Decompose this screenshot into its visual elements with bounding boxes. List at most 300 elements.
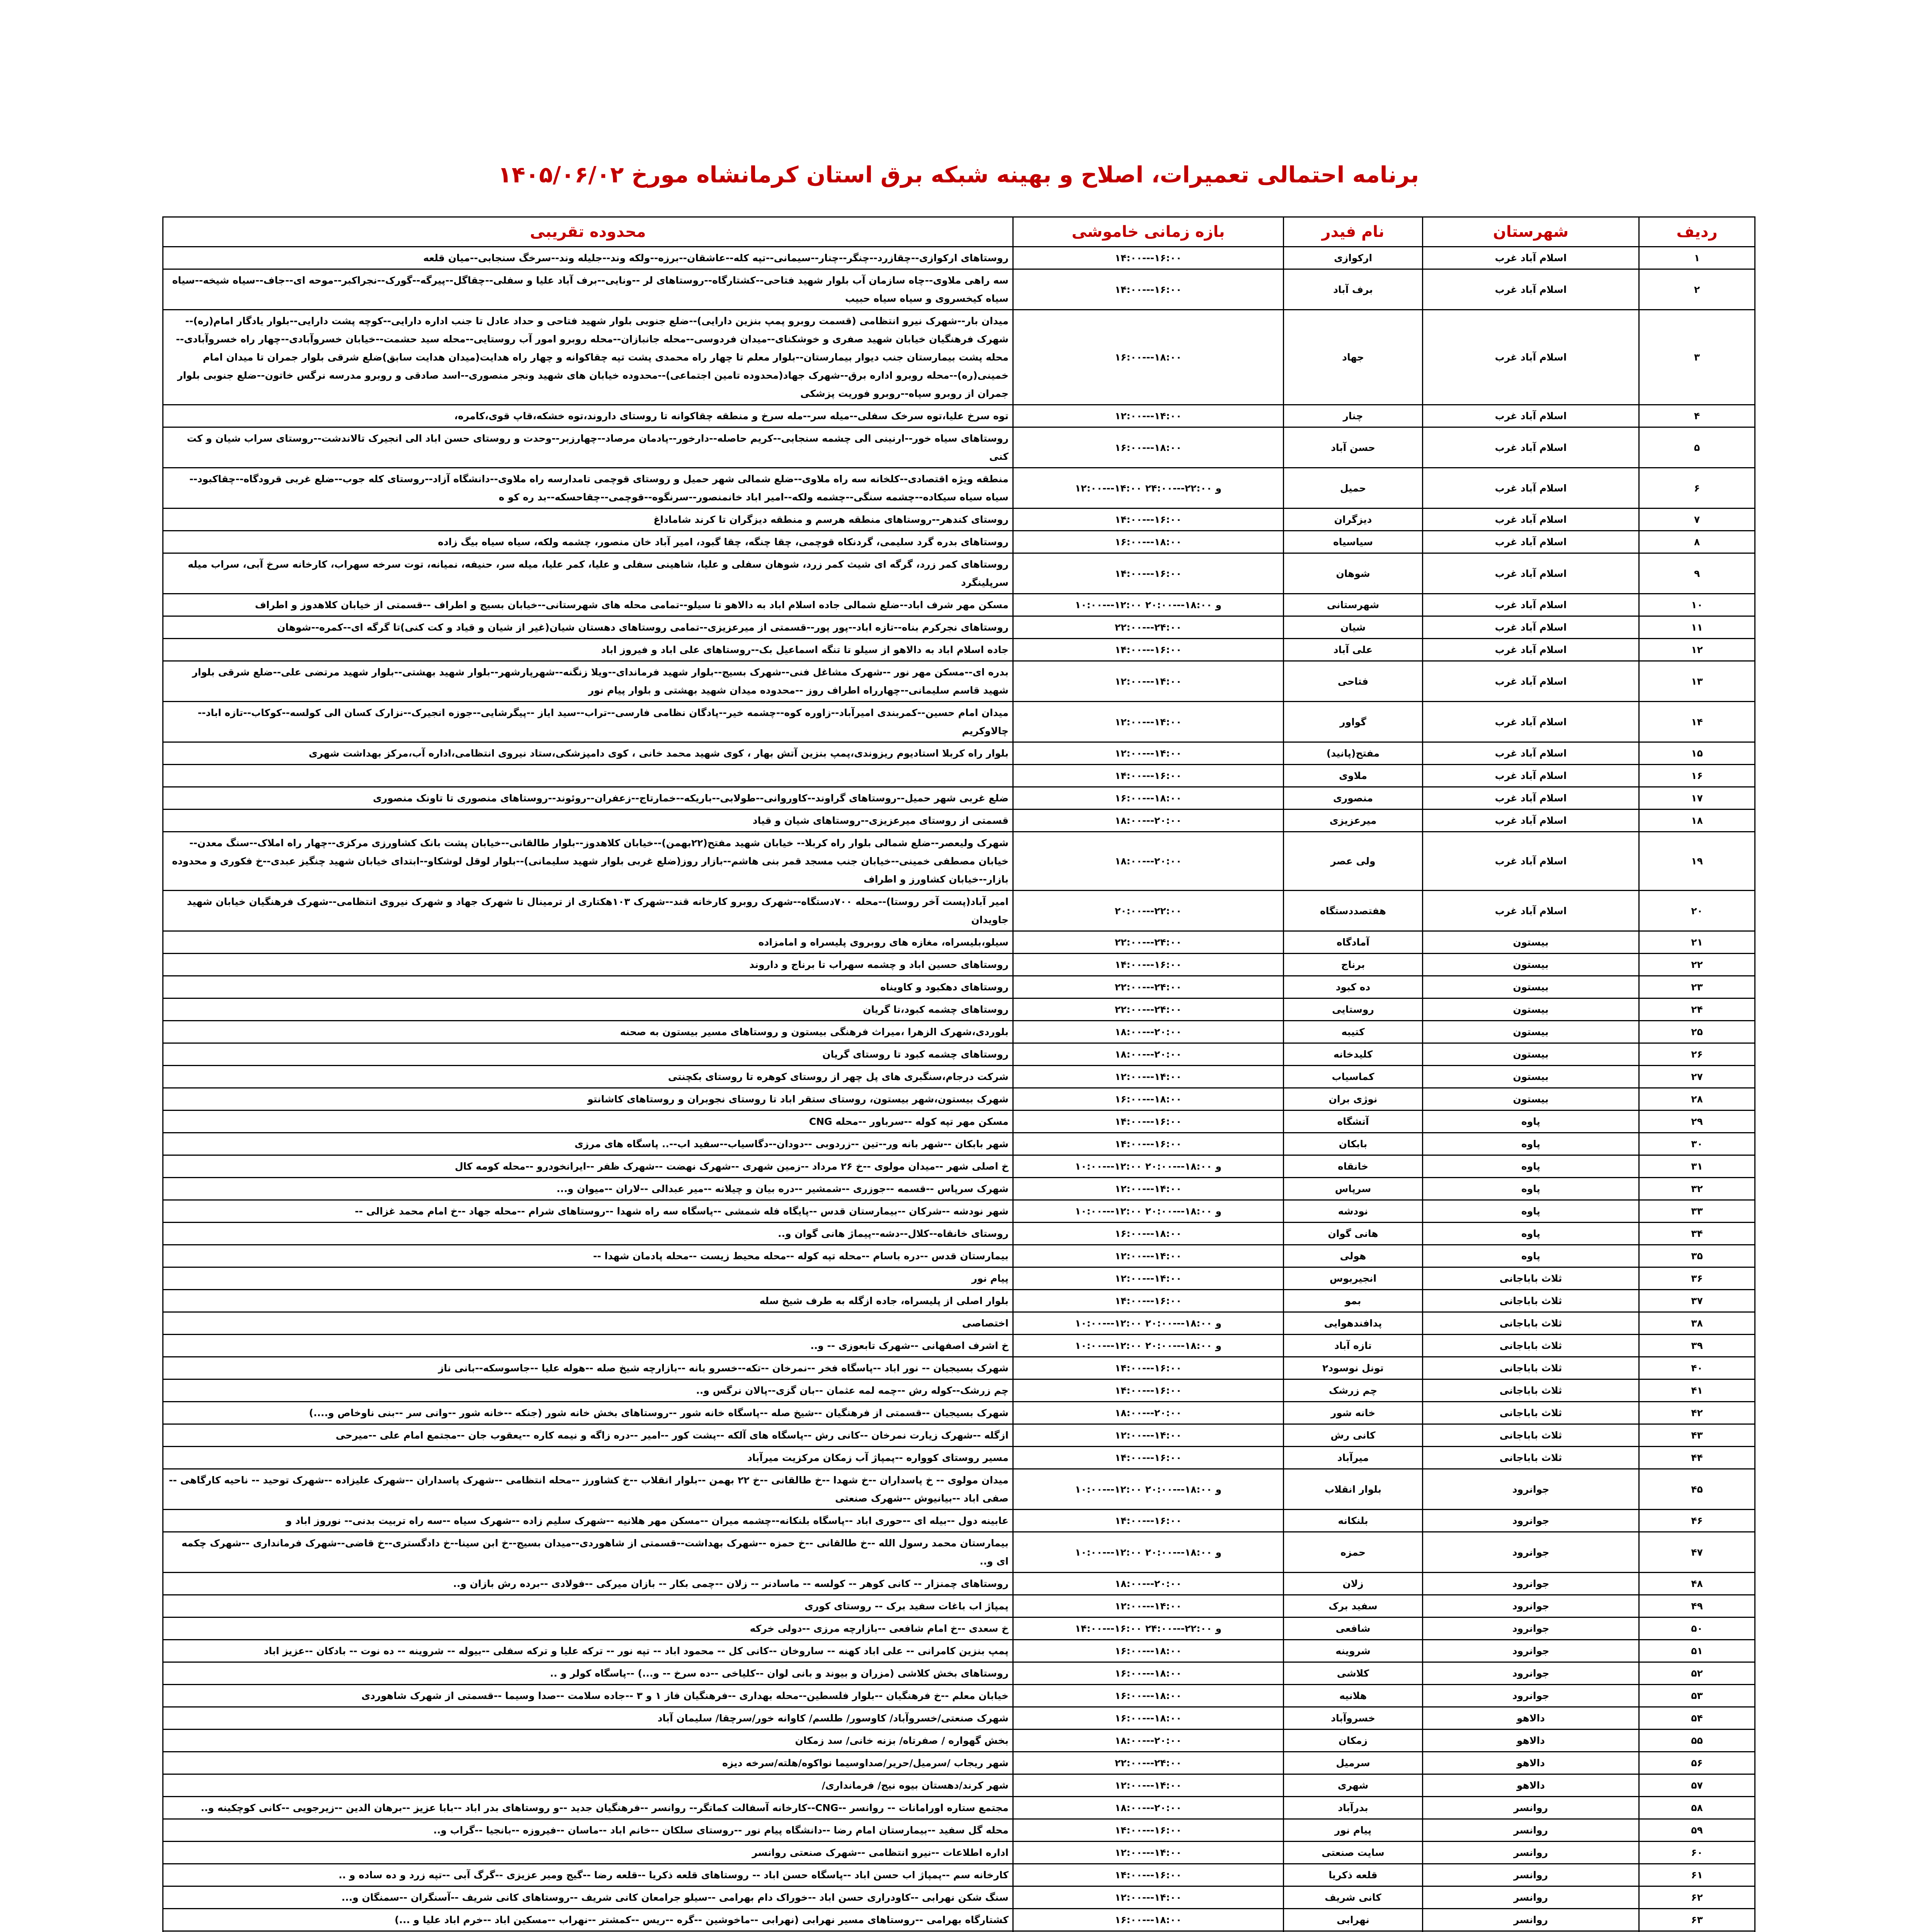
feeder-cell: شافعی [1284,1617,1423,1640]
feeder-cell: فتاحی [1284,661,1423,702]
area-cell: ازگله --شهرک زیارت نمرخان --کانی رش --پاسگاه های آلکه --پشت کور --امیر --دره زاگه و نیمه کاره --یعقوب جان --مجتمع امام علی --میرحی [163,1424,1013,1447]
city-cell: اسلام آباد غرب [1423,310,1639,405]
time-cell: ۱۴:۰۰---۱۶:۰۰ [1013,269,1284,310]
area-cell: توه سرخ علیا،توه سرخک سفلی--میله سر--مله سرخ و منطقه چقاکوانه تا روستای داروند،توه خشکه،قاپ قوی،کامره، [163,405,1013,427]
feeder-cell: زمکان [1284,1730,1423,1752]
time-cell: ۱۰:۰۰---۱۲:۰۰ و ۱۸:۰۰---۲۰:۰۰ [1013,1155,1284,1178]
feeder-cell: ده کبود [1284,976,1423,998]
time-cell: ۱۴:۰۰---۱۶:۰۰ [1013,1510,1284,1532]
time-cell: ۱۴:۰۰---۱۶:۰۰ [1013,1864,1284,1886]
area-cell: سنگ شکن نهرابی --کاودراری حسن اباد --خوراک دام بهرامی --سیلو جرامعان کانی شریف --روستاهای کانی شریف --آسنگران --سمنگان و... [163,1886,1013,1909]
time-cell: ۱۶:۰۰---۱۸:۰۰ [1013,1707,1284,1730]
city-cell: جوانرود [1423,1510,1639,1532]
city-cell: جوانرود [1423,1469,1639,1510]
feeder-cell: چم زرشک [1284,1379,1423,1402]
feeder-cell: خانقاه [1284,1155,1423,1178]
area-cell: شهر کرند/دهستان بیوه نیج/ فرمانداری/ [163,1774,1013,1797]
time-cell: ۱۶:۰۰---۱۸:۰۰ [1013,1088,1284,1111]
area-cell: روستاهای دهکبود و کاویناه [163,976,1013,998]
row-number: ۶۲ [1639,1886,1755,1909]
feeder-cell: سیاسیاه [1284,531,1423,553]
table-row [163,891,1755,931]
table-row [163,509,1755,531]
area-cell: روستای کندهر--روستاهای منطقه هرسم و منطقه دیزگران تا کرند شاماداغ [163,509,1013,531]
feeder-cell: میرآباد [1284,1447,1423,1469]
time-cell: ۱۲:۰۰---۱۴:۰۰ [1013,1424,1284,1447]
table-row [163,1573,1755,1595]
feeder-cell: سایت صنعتی [1284,1842,1423,1864]
city-cell: پاوه [1423,1245,1639,1267]
table-row [163,247,1755,269]
city-cell: جوانرود [1423,1532,1639,1573]
city-cell: بیستون [1423,931,1639,954]
feeder-cell: نودشه [1284,1200,1423,1223]
area-cell: روستاهای چشمه کبود،تا گریان [163,998,1013,1021]
row-number: ۳۱ [1639,1155,1755,1178]
time-cell: ۱۲:۰۰---۱۴:۰۰ [1013,1245,1284,1267]
table-row [163,553,1755,594]
city-cell: پاوه [1423,1133,1639,1155]
area-cell: شهرک بسیجیان -- نور اباد --پاسگاه فخر --نمرخان --تکه--خسرو بانه --بازارچه شیخ صله --هوله علیا --جاسوسکه--بانی ناز [163,1357,1013,1379]
area-cell: جاده اسلام اباد به دالاهو از سیلو تا تنگه اسماعیل بک--روستاهای علی اباد و فیروز اباد [163,639,1013,661]
table-header [163,217,1755,247]
table-row [163,427,1755,468]
table-row [163,1088,1755,1111]
table-row [163,1245,1755,1267]
area-cell: روستاهای حسین اباد و چشمه سهراب تا برناج و داروند [163,954,1013,976]
city-cell: روانسر [1423,1886,1639,1909]
area-cell: بیمارستان قدس --دره باسام --محله تپه کوله --محله محیط زیست --محله پادمان شهدا -- [163,1245,1013,1267]
time-cell: ۲۲:۰۰---۲۴:۰۰ [1013,1752,1284,1774]
feeder-cell: آتشگاه [1284,1111,1423,1133]
area-cell: قسمتی از روستای میرعزیزی--روستاهای شیان و قیاد [163,810,1013,832]
row-number: ۱ [1639,247,1755,269]
header-time: بازه زمانی خاموشی [1013,217,1284,247]
time-cell: ۱۰:۰۰---۱۲:۰۰ و ۱۸:۰۰---۲۰:۰۰ [1013,1312,1284,1335]
table-row [163,1842,1755,1864]
header-row [163,217,1755,247]
feeder-cell: دیزگران [1284,509,1423,531]
feeder-cell: ارکوازی [1284,247,1423,269]
row-number: ۵۱ [1639,1640,1755,1662]
row-number: ۴۱ [1639,1379,1755,1402]
city-cell: اسلام آباد غرب [1423,531,1639,553]
city-cell: ثلاث باباجانی [1423,1312,1639,1335]
row-number: ۲۶ [1639,1043,1755,1066]
table-row [163,1595,1755,1617]
feeder-cell: انجیربوس [1284,1267,1423,1290]
city-cell: روانسر [1423,1819,1639,1842]
area-cell: شهرک سرپاس --قسمه --جوزری --شمشیر --دره بیان و چیلانه --میر عبدالی --لاران --میوان و... [163,1178,1013,1200]
feeder-cell: شروینه [1284,1640,1423,1662]
feeder-cell: کانی رش [1284,1424,1423,1447]
table-row [163,1043,1755,1066]
row-number: ۵۹ [1639,1819,1755,1842]
area-cell: خ سعدی --خ امام شافعی --بازارچه مرزی --دولی خرکه [163,1617,1013,1640]
area-cell: روستاهای نجرکرم بناه--تازه اباد--پور پور--قسمتی از میرعزیزی--تمامی روستاهای دهستان شیان(غیر از شیان و قیاد و کت کنی)تا گرگه ای--کمره--شوهان [163,616,1013,639]
row-number: ۳ [1639,310,1755,405]
table-row [163,1424,1755,1447]
table-row [163,1402,1755,1424]
area-cell: محله گل سفید --بیمارستان امام رضا --دانشگاه پیام نور --روستای سلکان --خانم اباد --ماسان --فیروزه --بانجیا --گراب و.. [163,1819,1013,1842]
table-row [163,1267,1755,1290]
area-cell: اختصاصی [163,1312,1013,1335]
city-cell: ثلاث باباجانی [1423,1290,1639,1312]
table-row [163,998,1755,1021]
feeder-cell: مفتح(پانید) [1284,742,1423,765]
feeder-cell: شهری [1284,1774,1423,1797]
feeder-cell: ملاوی [1284,765,1423,787]
area-cell: پمپاژ اب باغات سفید برک -- روستای کوری [163,1595,1013,1617]
area-cell: روستاهای ارکوازی--چقازرد--چنگر--چنار--سیمانی--تپه کله--عاشقان--برزه--ولکه وند--جلیله وند--سرخگ سنجابی--میان قلعه [163,247,1013,269]
table-row [163,1685,1755,1707]
time-cell: ۱۸:۰۰---۲۰:۰۰ [1013,832,1284,891]
table-row [163,1640,1755,1662]
time-cell: ۲۲:۰۰---۲۴:۰۰ [1013,976,1284,998]
city-cell: جوانرود [1423,1640,1639,1662]
time-cell: ۲۲:۰۰---۲۴:۰۰ [1013,931,1284,954]
time-cell: ۱۲:۰۰---۱۴:۰۰ [1013,1842,1284,1864]
city-cell: اسلام آباد غرب [1423,509,1639,531]
area-cell: مسکن مهر تپه کوله --سرباور --محله CNG [163,1111,1013,1133]
row-number: ۱۶ [1639,765,1755,787]
row-number: ۴۳ [1639,1424,1755,1447]
row-number: ۱۵ [1639,742,1755,765]
area-cell: کارخانه سم --پمپاژ اب حسن اباد --پاسگاه حسن اباد -- روستاهای قلعه ذکریا --قلعه رضا --گیج ومیر عزیزی --گرگ آبی --تپه زرد و ده ساده و .. [163,1864,1013,1886]
row-number: ۱۰ [1639,594,1755,616]
row-number: ۵۵ [1639,1730,1755,1752]
table-body [163,247,1755,1932]
feeder-cell: برناج [1284,954,1423,976]
feeder-cell: آمادگاه [1284,931,1423,954]
area-cell: بخش گهواره / صفرتاه/ بزنه خانی/ سد زمکان [163,1730,1013,1752]
table-row [163,310,1755,405]
area-cell: اداره اطلاعات --نیرو انتظامی --شهرک صنعتی روانسر [163,1842,1013,1864]
table-row [163,1510,1755,1532]
city-cell: جوانرود [1423,1573,1639,1595]
area-cell: شهرک بیستون،شهر بیستون، روستای ستقر اباد تا روستای نجوبران و روستاهای کاشانتو [163,1088,1013,1111]
time-cell: ۱۲:۰۰---۱۴:۰۰ [1013,702,1284,742]
row-number: ۲۷ [1639,1066,1755,1088]
city-cell: پاوه [1423,1178,1639,1200]
area-cell: چم زرشک--کوله رش --چمه لمه عثمان --بان گزی--پالان نرگس و.. [163,1379,1013,1402]
city-cell: پاوه [1423,1155,1639,1178]
city-cell: روانسر [1423,1864,1639,1886]
table-row [163,976,1755,998]
area-cell: سه راهی ملاوی--چاه سازمان آب بلوار شهید فتاحی--کشتارگاه--روستاهای لر --ونایی--برف آباد علیا و سفلی--چقاگل--پیرگه--گورک--نجراکبر--موحه ای--جاف--سیاه شیخه--سیاه سیاه کیخسروی و سیاه سیاه حبیب [163,269,1013,310]
area-cell: بدره ای--مسکن مهر نور --شهرک مشاغل فنی--شهرک بسیج--بلوار شهید فرماندای--ویلا زنگنه--شهرپارشهر--بلوار شهید بهشتی--بلوار شهید مرتضی علی--ضلع شرقی بلوار شهید قاسم سلیمانی--چهارراه اطراف روز --محدوده میدان شهید بهشتی و بلوار پیام نور [163,661,1013,702]
area-cell: بیمارستان محمد رسول الله --خ طالقانی --خ حمزه --شهرک بهداشت--قسمتی از شاهوردی--میدان بسیج--خ ابن سینا--خ دادگستری--خ قاضی--شهرک فرمانداری --شهرک چکمه ای و.. [163,1532,1013,1573]
time-cell: ۱۶:۰۰---۱۸:۰۰ [1013,1685,1284,1707]
table-row [163,531,1755,553]
row-number: ۵ [1639,427,1755,468]
area-cell: میدان امام حسین--کمربندی امیرآباد--زاوره کوه--چشمه خیر--پادگان نظامی فارسی--تراب--سید ایاز --پیگرشایی--جوزه انجیرک--نزارک کسان الی کولسه--کوکاب--تازه اباد--چالاوکریم [163,702,1013,742]
city-cell: ثلاث باباجانی [1423,1402,1639,1424]
row-number: ۳۲ [1639,1178,1755,1200]
row-number: ۱۲ [1639,639,1755,661]
table-row [163,1730,1755,1752]
time-cell: ۱۲:۰۰---۱۴:۰۰ [1013,1066,1284,1088]
time-cell: ۱۴:۰۰---۱۶:۰۰ [1013,247,1284,269]
row-number: ۸ [1639,531,1755,553]
feeder-cell: تازه آباد [1284,1335,1423,1357]
time-cell: ۱۲:۰۰---۱۴:۰۰ [1013,1774,1284,1797]
feeder-cell: هفتصددستگاه [1284,891,1423,931]
table-row [163,1797,1755,1819]
time-cell: ۱۶:۰۰---۱۸:۰۰ [1013,1662,1284,1685]
row-number: ۳۵ [1639,1245,1755,1267]
city-cell: بیستون [1423,954,1639,976]
city-cell: جوانرود [1423,1685,1639,1707]
table-row [163,1111,1755,1133]
time-cell: ۱۴:۰۰---۱۶:۰۰ [1013,1379,1284,1402]
table-row [163,616,1755,639]
feeder-cell: کلیدخانه [1284,1043,1423,1066]
table-row [163,269,1755,310]
row-number: ۳۴ [1639,1223,1755,1245]
row-number: ۱۳ [1639,661,1755,702]
time-cell: ۱۰:۰۰---۱۲:۰۰ و ۱۸:۰۰---۲۰:۰۰ [1013,1200,1284,1223]
row-number: ۲۴ [1639,998,1755,1021]
row-number: ۲ [1639,269,1755,310]
time-cell: ۱۸:۰۰---۲۰:۰۰ [1013,1573,1284,1595]
time-cell: ۱۶:۰۰---۱۸:۰۰ [1013,787,1284,810]
row-number: ۲۵ [1639,1021,1755,1043]
feeder-cell: خسروآباد [1284,1707,1423,1730]
time-cell: ۱۶:۰۰---۱۸:۰۰ [1013,427,1284,468]
city-cell: پاوه [1423,1223,1639,1245]
row-number: ۶۱ [1639,1864,1755,1886]
time-cell: ۲۲:۰۰---۲۴:۰۰ [1013,616,1284,639]
feeder-cell: ولی عصر [1284,832,1423,891]
table-row [163,661,1755,702]
city-cell: جوانرود [1423,1617,1639,1640]
city-cell: ثلاث باباجانی [1423,1335,1639,1357]
table-row [163,1774,1755,1797]
table-row [163,1662,1755,1685]
city-cell: ثلاث باباجانی [1423,1447,1639,1469]
area-cell: مجتمع ستاره اورامانات -- روانسر --CNG--کارخانه آسفالت کماتگر-- روانسر --فرهنگیان جدید --و روستاهای بدر اباد --بابا عزیز --برهان الدین --زیرجویی --کانی کوچکینه و.. [163,1797,1013,1819]
table-row [163,1447,1755,1469]
row-number: ۴۷ [1639,1532,1755,1573]
row-number: ۳۰ [1639,1133,1755,1155]
table-row [163,405,1755,427]
row-number: ۵۲ [1639,1662,1755,1685]
area-cell: سیلو،بلیسراه، مغازه های روبروی پلیسراه و امامزاده [163,931,1013,954]
city-cell: روانسر [1423,1797,1639,1819]
row-number: ۳۹ [1639,1335,1755,1357]
time-cell: ۱۸:۰۰---۲۰:۰۰ [1013,1043,1284,1066]
time-cell: ۱۴:۰۰---۱۶:۰۰ [1013,509,1284,531]
area-cell [163,765,1013,787]
city-cell: اسلام آباد غرب [1423,639,1639,661]
area-cell: روستاهای چمنزار -- کانی کوهر -- کولسه -- ماسادنر -- زلان --چمی بکار -- بازان میرکی --فولادی --برده رش بازان و.. [163,1573,1013,1595]
city-cell: بیستون [1423,976,1639,998]
header-city: شهرستان [1423,217,1639,247]
feeder-cell: تونل نوسود۲ [1284,1357,1423,1379]
table-row [163,1886,1755,1909]
row-number: ۷ [1639,509,1755,531]
city-cell: دالاهو [1423,1774,1639,1797]
time-cell: ۱۸:۰۰---۲۰:۰۰ [1013,1730,1284,1752]
row-number: ۳۷ [1639,1290,1755,1312]
row-number: ۶۳ [1639,1909,1755,1931]
table-row [163,954,1755,976]
table-row [163,832,1755,891]
city-cell: جوانرود [1423,1662,1639,1685]
feeder-cell: کتیبه [1284,1021,1423,1043]
row-number: ۲۰ [1639,891,1755,931]
row-number: ۶۰ [1639,1842,1755,1864]
time-cell: ۱۴:۰۰---۱۶:۰۰ [1013,1290,1284,1312]
area-cell: روستاهای سیاه خور--ارنینی الی چشمه سنجابی--کریم حاصله--دارخور--پادمان مرصاد--چهارزبر--وحدت و روستای حسن اباد الی انجیرک تالاندشت--روستای سراب شیان و کت کنی [163,427,1013,468]
area-cell: روستاهای بخش کلاشی (مزران و بیوند و بانی لوان --کلیاخی --ده سرخ -- و...) --پاسگاه کولر و .. [163,1662,1013,1685]
header-feeder: نام فیدر [1284,217,1423,247]
table-row [163,1021,1755,1043]
time-cell: ۱۲:۰۰---۱۴:۰۰ [1013,405,1284,427]
table-row [163,1066,1755,1088]
table-row [163,1752,1755,1774]
feeder-cell: پدافندهوایی [1284,1312,1423,1335]
row-number: ۵۷ [1639,1774,1755,1797]
city-cell: اسلام آباد غرب [1423,553,1639,594]
city-cell: اسلام آباد غرب [1423,468,1639,509]
feeder-cell: برف آباد [1284,269,1423,310]
row-number: ۴۸ [1639,1573,1755,1595]
area-cell: شهر نودشه --شرکان --بیمارستان قدس --پایگاه فله شمشی --پاسگاه سه راه شهدا --روستاهای شرام --محله جهاد --خ امام محمد غزالی -- [163,1200,1013,1223]
city-cell: اسلام آباد غرب [1423,405,1639,427]
table-row [163,1469,1755,1510]
row-number: ۹ [1639,553,1755,594]
time-cell: ۱۰:۰۰---۱۲:۰۰ و ۱۸:۰۰---۲۰:۰۰ [1013,1335,1284,1357]
table-row [163,1909,1755,1931]
header-area: محدوده تقریبی [163,217,1013,247]
time-cell: ۱۴:۰۰---۱۶:۰۰ [1013,639,1284,661]
time-cell: ۱۶:۰۰---۱۸:۰۰ [1013,1223,1284,1245]
table-row [163,594,1755,616]
row-number: ۵۳ [1639,1685,1755,1707]
row-number: ۵۸ [1639,1797,1755,1819]
city-cell: اسلام آباد غرب [1423,765,1639,787]
time-cell: ۱۸:۰۰---۲۰:۰۰ [1013,1402,1284,1424]
row-number: ۴۴ [1639,1447,1755,1469]
area-cell: بلوار راه کربلا استادیوم ریزوندی،پمپ بنزین آتش بهار ، کوی شهید محمد خانی ، کوی دامپزشکی،ستاد نیروی انتظامی،اداره آب،مرکز بهداشت شهری [163,742,1013,765]
city-cell: اسلام آباد غرب [1423,787,1639,810]
row-number: ۱۴ [1639,702,1755,742]
feeder-cell: کماسیاب [1284,1066,1423,1088]
time-cell: ۱۴:۰۰---۱۶:۰۰ [1013,1447,1284,1469]
area-cell: شهرک ولیعصر--ضلع شمالی بلوار راه کربلا-- خیابان شهید مفتح(۲۲بهمن)--خیابان کلاهدوز--بلوار طالقانی--خیابان پشت بانک کشاورزی مرکزی--چهار راه املاک--سنگ معدن--خیابان مصطفی خمینی--خیابان جنب مسجد قمر بنی هاشم--بازار روز(ضلع غربی بلوار شهید سلیمانی)--بلوار لوقل لوشکاو--ابتدای خیابان شهید چنگیز عبدی--خ فکوری و محدوده بازار--خیابان کشاورز و اطراف [163,832,1013,891]
city-cell: دالاهو [1423,1730,1639,1752]
feeder-cell: روستایی [1284,998,1423,1021]
time-cell: ۱۲:۰۰---۱۴:۰۰ [1013,1178,1284,1200]
table-row [163,810,1755,832]
area-cell: بلوردی،شهرک الزهرا ،میراث فرهنگی بیستون و روستاهای مسیر بیستون به صحنه [163,1021,1013,1043]
city-cell: بیستون [1423,1043,1639,1066]
feeder-cell: پیام نور [1284,1819,1423,1842]
feeder-cell: چنار [1284,405,1423,427]
feeder-cell: سرپاس [1284,1178,1423,1200]
feeder-cell: بلنکانه [1284,1510,1423,1532]
table-row [163,639,1755,661]
feeder-cell: شیان [1284,616,1423,639]
time-cell: ۱۲:۰۰---۱۴:۰۰ [1013,1595,1284,1617]
time-cell: ۱۲:۰۰---۱۴:۰۰ و ۲۲:۰۰---۲۴:۰۰ [1013,468,1284,509]
city-cell: دالاهو [1423,1752,1639,1774]
city-cell: اسلام آباد غرب [1423,247,1639,269]
table-row [163,1155,1755,1178]
feeder-cell: هانی گوان [1284,1223,1423,1245]
table-row [163,702,1755,742]
feeder-cell: بلوار انقلاب [1284,1469,1423,1510]
table-row [163,1200,1755,1223]
table-row [163,1617,1755,1640]
city-cell: بیستون [1423,1021,1639,1043]
row-number: ۱۷ [1639,787,1755,810]
feeder-cell: جهاد [1284,310,1423,405]
time-cell: ۱۶:۰۰---۱۸:۰۰ [1013,1909,1284,1931]
row-number: ۴۶ [1639,1510,1755,1532]
city-cell: اسلام آباد غرب [1423,594,1639,616]
feeder-cell: شهرستانی [1284,594,1423,616]
table-row [163,1357,1755,1379]
area-cell: روستاهای کمر زرد، گرگه ای شیث کمر زرد، شوهان سفلی و علیا، شاهینی سفلی و علیا، کمر علیا، میله سر، حنیفه، نمیانه، توت سرخه سهراب، کارخانه سرخ آبی، سراب میله سرپلینگرد [163,553,1013,594]
time-cell: ۱۴:۰۰---۱۶:۰۰ [1013,1819,1284,1842]
row-number: ۱۸ [1639,810,1755,832]
city-cell: اسلام آباد غرب [1423,616,1639,639]
page-title: برنامه احتمالی تعمیرات، اصلاح و بهینه شبکه برق استان کرمانشاه مورخ ۱۴۰۵/۰۶/۰۲ [498,162,1419,188]
area-cell: بلوار اصلی از پلیسراه، جاده ازگله به طرف شیخ سله [163,1290,1013,1312]
feeder-cell: بابکان [1284,1133,1423,1155]
area-cell: خ اصلی شهر --میدان مولوی --خ ۲۶ مرداد --زمین شهری --شهرک نهضت --شهرک ظفر --ایرانخودرو --محله کومه کال [163,1155,1013,1178]
time-cell: ۲۲:۰۰---۲۴:۰۰ [1013,998,1284,1021]
city-cell: ثلاث باباجانی [1423,1357,1639,1379]
area-cell: شهر بابکان --شهر بانه ور--تین --زردوبی --دودان--دگاسیاب--سفید اب--.. پاسگاه های مرزی [163,1133,1013,1155]
city-cell: اسلام آباد غرب [1423,661,1639,702]
city-cell: روانسر [1423,1909,1639,1931]
area-cell: میدان بار--شهرک نیرو انتظامی (قسمت روبرو پمپ بنزین دارایی)--ضلع جنوبی بلوار شهید فتاحی و حداد عادل تا جنب اداره دارایی--کوچه پشت دارایی--بلوار یادگار امام(ره)--شهرک فرهنگیان خیابان شهید صفری و خوشکنای--میدان فردوسی--محله جانبازان--محله روبرو امور آب روستایی--محله سید حشمت--خیابان خسروآبادی--چهار راه خسروآبادی--محله پشت بیمارستان جنب دیوار بیمارستان--بلوار معلم تا چهار راه محمدی پشت تپه چقاکوانه و چهار راه هدایت(میدان هدایت سابق)ضلع شرقی بلوار جمران تا میدان امام خمینی(ره)--محله روبرو اداره برق--شهرک جهاد(محدوده تامین اجتماعی)--محدوده خیابان های شهید ونجر منصوری--اسد صادقی و روبرو مدرسه نرگس خاتون--ضلع جنوبی بلوار جمران از روبرو سپاه--روبرو فوریت پزشکی [163,310,1013,405]
time-cell: ۱۴:۰۰---۱۶:۰۰ [1013,1111,1284,1133]
city-cell: اسلام آباد غرب [1423,427,1639,468]
feeder-cell: بمو [1284,1290,1423,1312]
time-cell: ۱۶:۰۰---۱۸:۰۰ [1013,310,1284,405]
area-cell: امیر آباد(پست آخر روستا)--محله ۷۰۰دستگاه--شهرک روبرو کارخانه قند--شهرک ۱۰۳هکتاری از ترمینال تا شهرک جهاد و شهرک نیروی انتظامی--شهرک فرهنگیان خیابان شهید جاویدان [163,891,1013,931]
table-row [163,1335,1755,1357]
table-row [163,1178,1755,1200]
feeder-cell: بدرآباد [1284,1797,1423,1819]
row-number: ۵۶ [1639,1752,1755,1774]
time-cell: ۱۴:۰۰---۱۶:۰۰ [1013,765,1284,787]
area-cell: میدان مولوی -- خ پاسداران --خ شهدا --خ طالقانی --خ ۲۲ بهمن --بلوار انقلاب --خ کشاورز --محله انتظامی --شهرک پاسداران --شهرک علیزاده --شهرک توحید -- ناحیه کارگاهی -- صفی اباد --بیانیوش --شهرک صنعتی [163,1469,1013,1510]
city-cell: پاوه [1423,1200,1639,1223]
row-number: ۵۴ [1639,1707,1755,1730]
city-cell: جوانرود [1423,1595,1639,1617]
time-cell: ۱۲:۰۰---۱۴:۰۰ [1013,1886,1284,1909]
row-number: ۶ [1639,468,1755,509]
row-number: ۴۹ [1639,1595,1755,1617]
time-cell: ۱۴:۰۰---۱۶:۰۰ و ۲۲:۰۰---۲۴:۰۰ [1013,1617,1284,1640]
table-row [163,1379,1755,1402]
table-row [163,1707,1755,1730]
feeder-cell: قلعه ذکریا [1284,1864,1423,1886]
feeder-cell: شوهان [1284,553,1423,594]
feeder-cell: خانه شور [1284,1402,1423,1424]
feeder-cell: نهرابی [1284,1909,1423,1931]
table-row [163,1290,1755,1312]
time-cell: ۱۴:۰۰---۱۶:۰۰ [1013,1133,1284,1155]
table-row [163,931,1755,954]
time-cell: ۱۰:۰۰---۱۲:۰۰ و ۱۸:۰۰---۲۰:۰۰ [1013,594,1284,616]
